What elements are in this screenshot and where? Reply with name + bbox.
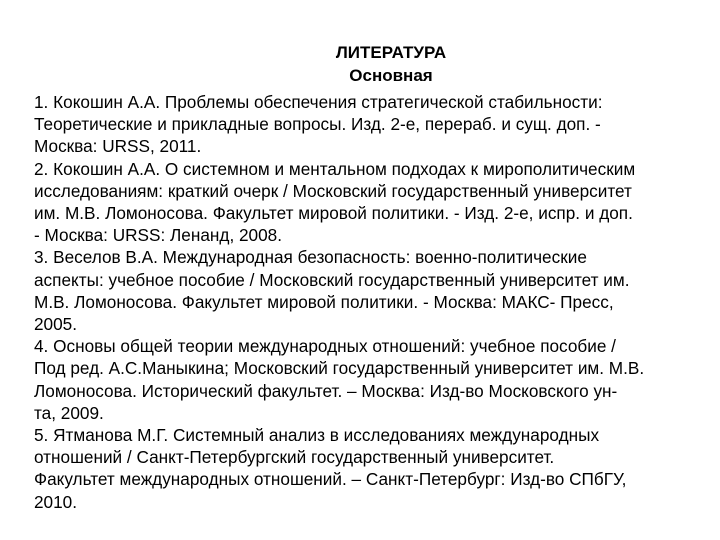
page-title [0,42,720,64]
reference-list [34,91,694,513]
reference-line: Ломоносова. Исторический факультет. – Москва: Изд-во Московского ун- [34,380,618,401]
page-subtitle [0,65,720,87]
reference-number: 4. [34,336,49,357]
reference-item [34,246,694,335]
reference-line: Кокошин А.А. Проблемы обеспечения стратегической стабильности: [53,92,603,112]
reference-line: Ятманова М.Г. Системный анализ в исследованиях международных [53,425,600,446]
reference-line: Москва: URSS, 2011. [34,136,202,157]
page-title-text: ЛИТЕРАТУРА [335,43,447,62]
reference-line: - Москва: URSS: Ленанд, 2008. [34,225,283,246]
reference-line: та, 2009. [34,402,104,423]
reference-line: Факультет международных отношений. – Санкт-Петербург: Изд-во СПбГУ, [34,469,627,490]
reference-line: Веселов В.А. Международная безопасность: военно-политические [53,247,587,268]
reference-number: 3. [34,247,49,268]
reference-line: им. М.В. Ломоносова. Факультет мировой политики. - Изд. 2-е, испр. и доп. [34,203,633,224]
reference-line: исследованиям: краткий очерк / Московский государственный университет [34,180,632,201]
reference-line: Кокошин А.А. О системном и ментальном подходах к мирополитическим [53,158,636,179]
reference-line: Основы общей теории международных отношений: учебное пособие / [53,336,616,357]
reference-item [34,424,694,513]
reference-line: Под ред. А.С.Маныкина; Московский государственный университет им. М.В. [34,358,645,379]
page-subtitle-text: Основная [349,66,433,85]
reference-number: 1. [34,92,49,112]
reference-number: 2. [34,158,49,179]
reference-number: 5. [34,425,49,446]
reference-item [34,335,694,424]
reference-line: Теоретические и прикладные вопросы. Изд. 2-е, перераб. и сущ. доп. - [34,114,601,135]
reference-line: М.В. Ломоносова. Факультет мировой политики. - Москва: МАКС- Пресс, [34,291,614,312]
reference-line: отношений / Санкт-Петербургский государственный университет. [34,447,555,468]
reference-item [34,91,694,158]
reference-line: 2005. [34,314,78,335]
reference-line: аспекты: учебное пособие / Московский государственный университет им. [34,269,630,290]
reference-item [34,158,694,247]
reference-line: 2010. [34,491,78,512]
